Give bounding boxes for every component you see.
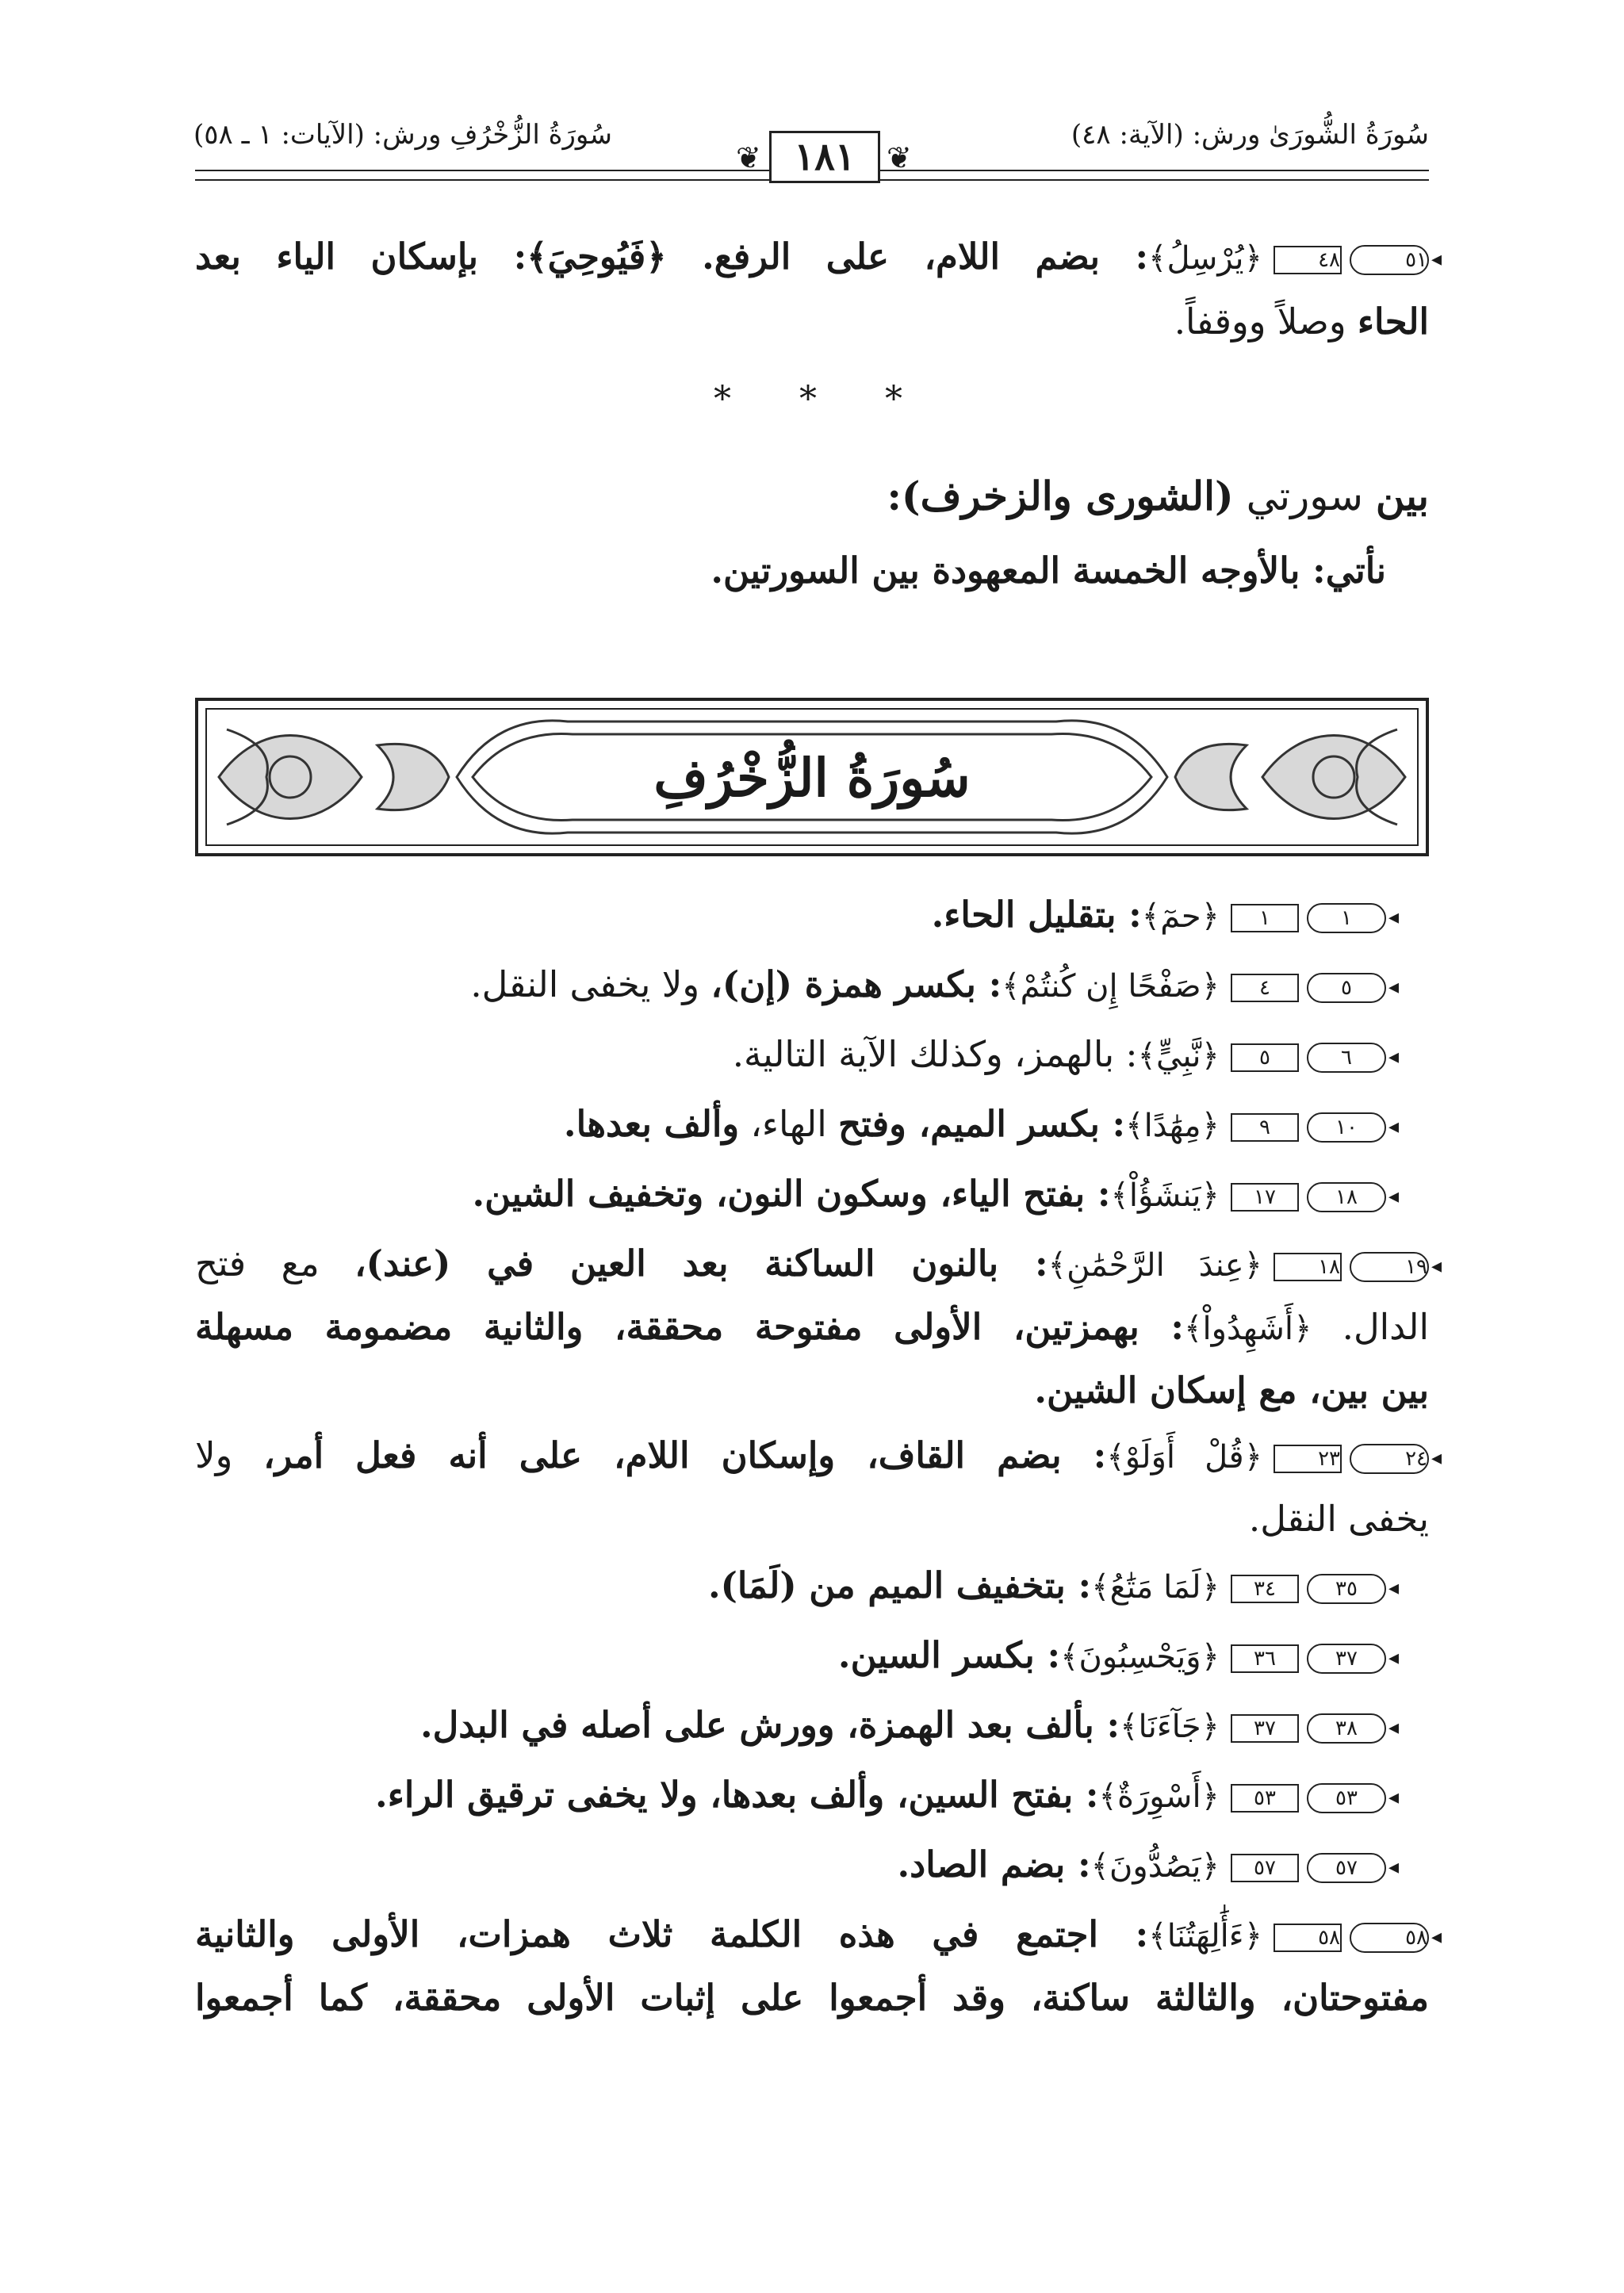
entry-bold: : بالنون الساكنة بعد العين في (عند)، [354,1242,1048,1284]
verse-badge: ١٩ ◂ [1350,1252,1429,1282]
entry-37 [838,1632,1386,1681]
between-title [887,473,1429,520]
entry-text: وصلاً ووقفاً. [1174,301,1358,343]
entry-19-line1 [195,1240,1429,1289]
entry-bold: : بتقليل الحاء. [931,894,1142,936]
surah-title: سُورَةُ الزُّخْرُفِ [653,747,971,809]
verse-badge: ٥٧ ◂ [1307,1853,1386,1883]
header-right: سُورَةُ الشُّورَىٰ ورش: (الآية: ٤٨) [1071,119,1429,151]
verse-badge: ٥٣ ◂ [1307,1783,1386,1813]
verse-badge: ٣٥ ◂ [1307,1574,1386,1604]
entry-text: ولا يخفى النقل. [470,963,711,1005]
entry-5 [470,961,1386,1010]
entry-51-line1 [195,233,1429,282]
entry-18 [472,1170,1386,1219]
verse-box: ٥ [1231,1043,1299,1072]
entry-text: مع فتح [195,1242,355,1284]
verse-box: ١ [1231,904,1299,932]
verse-badge: ٢٤ ◂ [1350,1444,1429,1474]
entry-51-line2 [1174,298,1429,346]
entry-58-line1 [195,1911,1429,1960]
verse-box: ٩ [1231,1113,1299,1142]
entry-bold: : بفتح السين، وألف بعدها، ولا يخفى ترقيق الراء. [375,1774,1099,1816]
quran-word: ﴿وَيَحْسِبُونَ﴾ [1060,1639,1220,1675]
entry-1 [932,891,1386,940]
entry-bold: : بتخفيف الميم من (لَمَا). [707,1564,1092,1606]
entry-text: الهاء، [739,1103,839,1145]
verse-badge: ٥١ ◂ [1350,245,1429,275]
quran-word: ﴿لَمَا مَتَٰعُ﴾ [1091,1569,1220,1606]
entry-10 [564,1101,1386,1150]
entry-24-line1 [195,1432,1429,1481]
quran-word: ﴿قُلْ أَوَلَوْ﴾ [1106,1439,1263,1476]
verse-box: ١٨ [1274,1253,1342,1281]
between-bold: (الشورى والزخرف): [887,473,1234,519]
verse-box: ٣٧ [1231,1714,1299,1743]
quran-word: ﴿ءَأَٰلِهَتُنَا﴾ [1148,1918,1262,1954]
entry-bold: : بهمزتين، الأولى مفتوحة محققة، والثانية مضمومة مسهلة [195,1306,1185,1348]
quran-word: ﴿يَصُدُّونَ﴾ [1090,1848,1220,1885]
quran-word: ﴿أَشَهِدُواْ﴾ [1184,1311,1312,1347]
verse-badge: ٣٧ ◂ [1307,1644,1386,1674]
entry-text: الدال. [1312,1306,1430,1348]
header-left: سُورَةُ الزُّخْرُفِ ورش: (الآيات: ١ ـ ٥٨) [193,119,612,151]
quran-word: ﴿أَسْوِرَةٌ﴾ [1098,1778,1220,1815]
verse-badge: ١٠ ◂ [1307,1112,1386,1143]
quran-word: ﴿جَآءَنَا﴾ [1120,1709,1220,1745]
verse-box: ٥٨ [1274,1924,1342,1952]
entry-bold: الحاء [1357,301,1429,343]
entry-bold: : بضم الصاد. [897,1843,1091,1885]
entry-57 [898,1841,1387,1890]
between-text: نأتي: بالأوجه الخمسة المعهودة بين السورتين. [710,549,1386,591]
entry-bold: : بكسر السين. [837,1634,1061,1676]
ornament-right-icon: ❦ [887,140,912,175]
entry-bold: : بفتح الياء، وسكون النون، وتخفيف الشين. [472,1173,1111,1215]
entry-35 [708,1562,1386,1611]
entry-53 [375,1771,1386,1820]
verse-box: ١٧ [1231,1183,1299,1212]
entry-text: : بالهمز، وكذلك الآية التالية. [732,1033,1138,1075]
entry-bold: : بكسر الميم، وفتح [838,1103,1126,1145]
verse-box: ٣٦ [1231,1644,1299,1673]
entry-bold: : اجتمع في هذه الكلمة ثلاث همزات، الأولى والثانية [195,1913,1149,1955]
entry-24-line2: يخفى النقل. [1248,1498,1429,1540]
between-mid: سورتي [1233,473,1376,519]
verse-box: ٣٤ [1231,1575,1299,1603]
quran-word: ﴿مِهَٰدًا﴾ [1125,1108,1220,1144]
quran-word: ﴿عِندَ الرَّحْمَٰنِ﴾ [1048,1247,1262,1284]
between-prefix: بين [1375,473,1429,519]
surah-banner [195,698,1429,856]
verse-badge: ١٨ ◂ [1307,1182,1386,1212]
verse-box: ٤٨ [1274,246,1342,274]
entry-19-line2 [195,1303,1429,1353]
verse-badge: ٥ ◂ [1307,973,1386,1003]
entry-bold: : بألف بعد الهمزة، وورش على أصله في البدل. [419,1704,1120,1746]
entry-bold: : بكسر همزة (إن)، [710,963,1002,1005]
entry-58-line2: مفتوحتان، والثالثة ساكنة، وقد أجمعوا على إثبات الأولى محققة، كما أجمعوا [195,1977,1429,2019]
entry-38 [420,1702,1386,1751]
verse-badge: ١ ◂ [1307,903,1386,933]
verse-box: ٥٣ [1231,1784,1299,1813]
entry-bold-2: وألف بعدها. [563,1103,740,1145]
entry-text: : بضم اللام، على الرفع. ﴿فَيُوحِيَ﴾: بإسكان الياء بعد [195,235,1149,278]
separator-stars: * * * [714,379,931,419]
quran-word: ﴿يَنشَؤُاْ﴾ [1110,1177,1220,1214]
entry-19-line3: بين بين، مع إسكان الشين. [1034,1369,1429,1411]
quran-word: ﴿حمٓ﴾ [1141,898,1220,935]
entry-bold: : بضم القاف، وإسكان اللام، على أنه فعل أمر، [263,1434,1107,1476]
quran-word: ﴿نَّبِيٍّ﴾ [1137,1038,1220,1074]
verse-badge: ٥٨ ◂ [1350,1923,1429,1953]
page-number: ١٨١ [769,131,880,183]
verse-box: ٥٧ [1231,1854,1299,1882]
entry-6 [733,1031,1386,1080]
verse-badge: ٦ ◂ [1307,1043,1386,1073]
verse-box: ٢٣ [1274,1445,1342,1473]
verse-box: ٤ [1231,974,1299,1002]
entry-text: ولا [195,1434,264,1476]
ornament-left-icon: ❦ [736,140,761,175]
verse-badge: ٣٨ ◂ [1307,1713,1386,1744]
quran-word: ﴿صَفْحًا إِن كُنتُمْ﴾ [1002,968,1220,1005]
quran-word: ﴿يُرْسِلُ﴾ [1148,240,1262,277]
